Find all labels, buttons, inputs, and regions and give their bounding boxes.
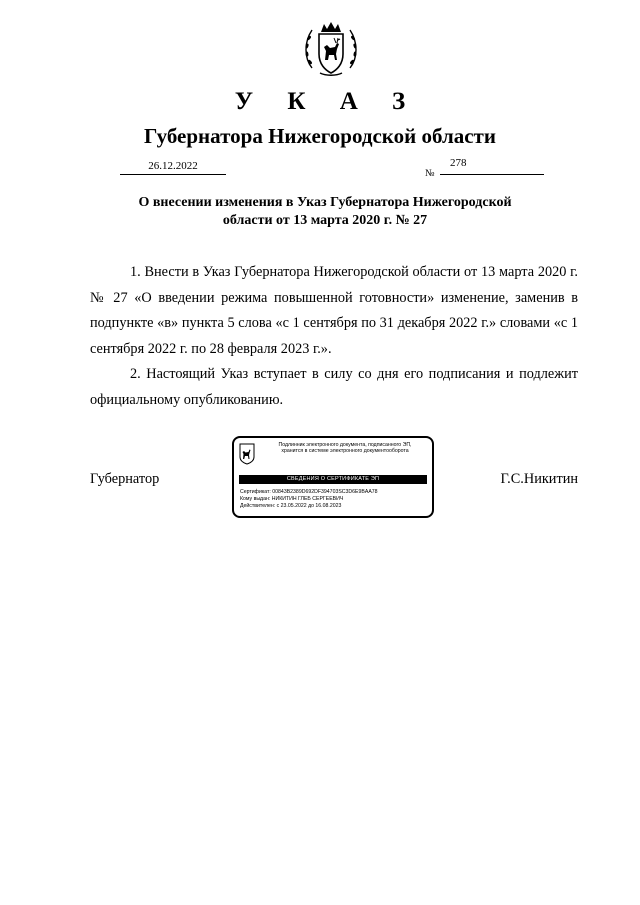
issued-to-value: НИКИТИН ГЛЕБ СЕРГЕЕВИЧ bbox=[271, 496, 344, 502]
certificate-value: 00843B2389D692DF394703SC3D6E9BAA78 bbox=[272, 489, 378, 495]
validity-value: с 23.05.2022 до 16.08.2023 bbox=[276, 503, 342, 509]
document-heading bbox=[110, 194, 540, 230]
stamp-note-line-1: Подлинник электронного документа, подписанного ЭП, bbox=[278, 442, 412, 448]
document-subtitle: Губернатора Нижегородской области bbox=[144, 124, 496, 148]
issued-to-label: Кому выдан: bbox=[240, 496, 271, 502]
document-body bbox=[90, 260, 578, 413]
signatory-name: Г.С.Никитин bbox=[500, 471, 578, 487]
heading-line-2: области от 13 марта 2020 г. № 27 bbox=[222, 213, 428, 228]
number-sign: № bbox=[425, 168, 435, 179]
stamp-note-line-2: хранится в системе электронного документооборота bbox=[281, 448, 409, 455]
document-date: 26.12.2022 bbox=[120, 160, 226, 175]
stamp-note bbox=[260, 442, 430, 455]
heading-line-1: О внесении изменения в Указ Губернатора Нижегородской bbox=[138, 195, 512, 210]
validity-row bbox=[240, 503, 430, 510]
coat-of-arms-icon bbox=[300, 18, 362, 80]
validity-label: Действителен: bbox=[240, 503, 276, 509]
certificate-row bbox=[240, 489, 430, 496]
deer-emblem-icon bbox=[239, 443, 255, 465]
issued-to-row bbox=[240, 496, 430, 503]
signatory-position: Губернатор bbox=[90, 471, 160, 487]
certificate-info-bar: СВЕДЕНИЯ О СЕРТИФИКАТЕ ЭП bbox=[239, 475, 427, 484]
certificate-label: Сертификат: bbox=[240, 489, 271, 495]
document-number: 278 bbox=[440, 157, 544, 175]
document-title: У К А З bbox=[234, 88, 420, 115]
certificate-details bbox=[240, 489, 430, 510]
paragraph-1: 1. Внести в Указ Губернатора Нижегородской области от 13 марта 2020 г. № 27 «О введении режима повышенной готовности» изменение, заменив в подпункте «в» пункта 5 слова «с 1 сентября по 31 декабря 2022 г.» словами «с 1 сентября 2022 г. по 28 февраля 2023 г.». bbox=[90, 264, 578, 357]
paragraph-2: 2. Настоящий Указ вступает в силу со дня его подписания и подлежит официальному опубликованию. bbox=[90, 366, 578, 408]
electronic-signature-stamp bbox=[232, 436, 434, 518]
